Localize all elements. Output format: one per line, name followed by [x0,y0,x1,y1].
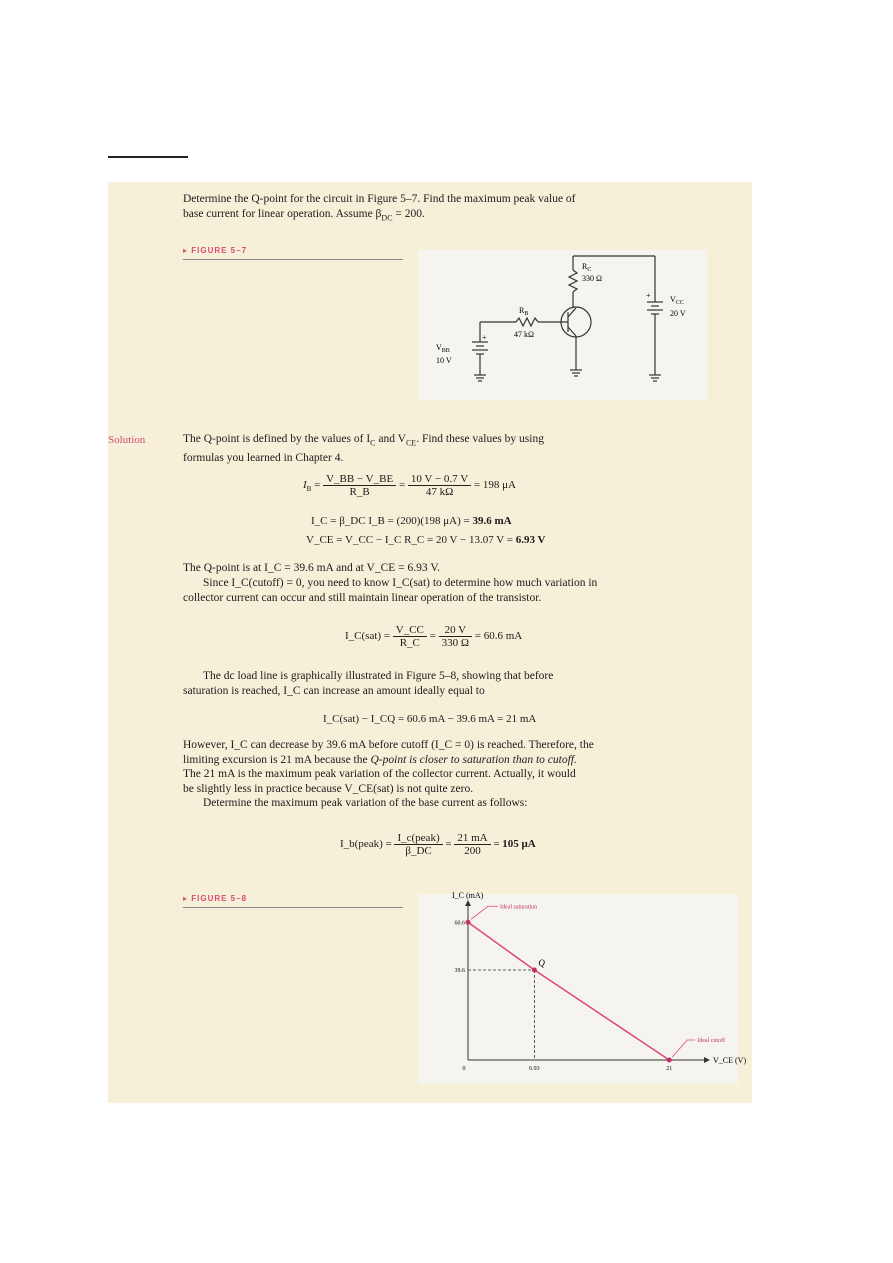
x-tick-label: 6.93 [529,1066,540,1072]
qpoint-line: The Q-point is at I_C = 39.6 mA and at V_CE = 6.93 V. [183,562,441,574]
y-axis-arrow [465,900,471,906]
load-line-chart [418,891,747,1084]
problem-line-1: Determine the Q-point for the circuit in Figure 5–7. Find the maximum peak value of [183,193,576,205]
saturation-annotation-leader [471,906,498,919]
equation-ib: $I_B$ = $\frac{V\_BB - V\_BE}{R\_B}$ = $\frac{10 V - 0.7 V}{47 k\Omega}$ = 198 μA [303,473,516,498]
problem-text [183,192,743,225]
rb-value: 47 kΩ [514,330,534,339]
paragraph-3: The dc load line is graphically illustrated in Figure 5–8, showing that before saturation is reached, I_C can increase an amount ideally equal to [183,670,554,697]
saturation-annotation: Ideal saturation [500,904,538,911]
problem-line-2: base current for linear operation. Assume $\beta_{DC} = 200$. [183,207,425,222]
figure-5-7-rule [183,259,403,260]
header-rule [108,156,188,158]
vcc-value: 20 V [670,309,686,318]
circuit-figure-5-7 [418,250,708,400]
rc-label: $R_C$ [582,262,592,273]
vbb-value: 10 V [436,356,452,365]
x-tick-label: 0 [462,1066,466,1072]
solution-intro-line-1: The Q-point is defined by the values of $I_C$ and $V_{CE}$. Find these values by using [183,433,544,448]
cutoff-annotation-leader [672,1040,695,1057]
x-tick-label: 21 [666,1066,673,1072]
x-axis-label: V_CE (V) [713,1056,747,1065]
figure-5-8-rule [183,907,403,908]
equation-diff: I_C(sat) − I_CQ = 60.6 mA − 39.6 mA = 21 mA [323,713,537,725]
solution-intro-line-2: formulas you learned in Chapter 4. [183,451,344,464]
circuit-diagram [418,250,708,400]
paragraph-4: However, I_C can decrease by 39.6 mA before cutoff (I_C = 0) is reached. Therefore, the limiting excursion is 21 mA because the Q-point is closer to saturation than to cutoff. The 21 mA is the maximum peak variation of the collector current. Actually, it would be slightly less in practice because V_CE(sat) is not quite zero. Determine the maximum peak variation of the base current as follows: [183,739,594,809]
y-axis-label: I_C (mA) [452,891,484,900]
load-line-figure-5-8 [418,891,747,1084]
solution-label: Solution [108,434,146,446]
equation-ib-peak: I_b(peak) = $\frac{\text{I\_c(peak)}}{\beta\_DC}$ = $\frac{21 mA}{200}$ = 105 μA [340,832,536,857]
paragraph-2: Since I_C(cutoff) = 0, you need to know I_C(sat) to determine how much variation in collector current can occur and still maintain linear operation of the transistor. [183,577,598,604]
solution-intro [183,432,743,465]
vbb-plus: + [482,333,487,342]
cutoff-annotation: Ideal cutoff [697,1038,725,1044]
scanned-page [108,182,752,1103]
vcc-label: $V_{CC}$ [670,295,684,306]
vbb-label: $V_{BB}$ [436,343,450,354]
equation-vce: V_CE = V_CC − I_C R_C = 20 V − 13.07 V = 6.93 V [306,534,546,546]
y-tick-label: 39.6 [454,968,465,974]
equation-ic-sat: I_C(sat) = $\frac{V\_CC}{R\_C}$ = $\frac{20 V}{330 \Omega}$ = 60.6 mA [345,624,523,649]
rb-label: $R_B$ [519,306,529,317]
q-point-label: Q [538,958,545,968]
cutoff-point [667,1058,672,1063]
figure-5-7-label: ▸ FIGURE 5–7 [183,246,248,255]
rc-value: 330 Ω [582,274,602,283]
saturation-point [466,920,471,925]
x-axis-arrow [704,1057,710,1063]
dc-load-line [468,922,669,1060]
q-point [532,968,537,973]
vcc-plus: + [646,291,651,300]
y-tick-label: 60.6 [454,920,465,927]
equation-ic: I_C = β_DC I_B = (200)(198 μA) = 39.6 mA [311,515,512,527]
figure-5-8-label: ▸ FIGURE 5–8 [183,894,248,903]
